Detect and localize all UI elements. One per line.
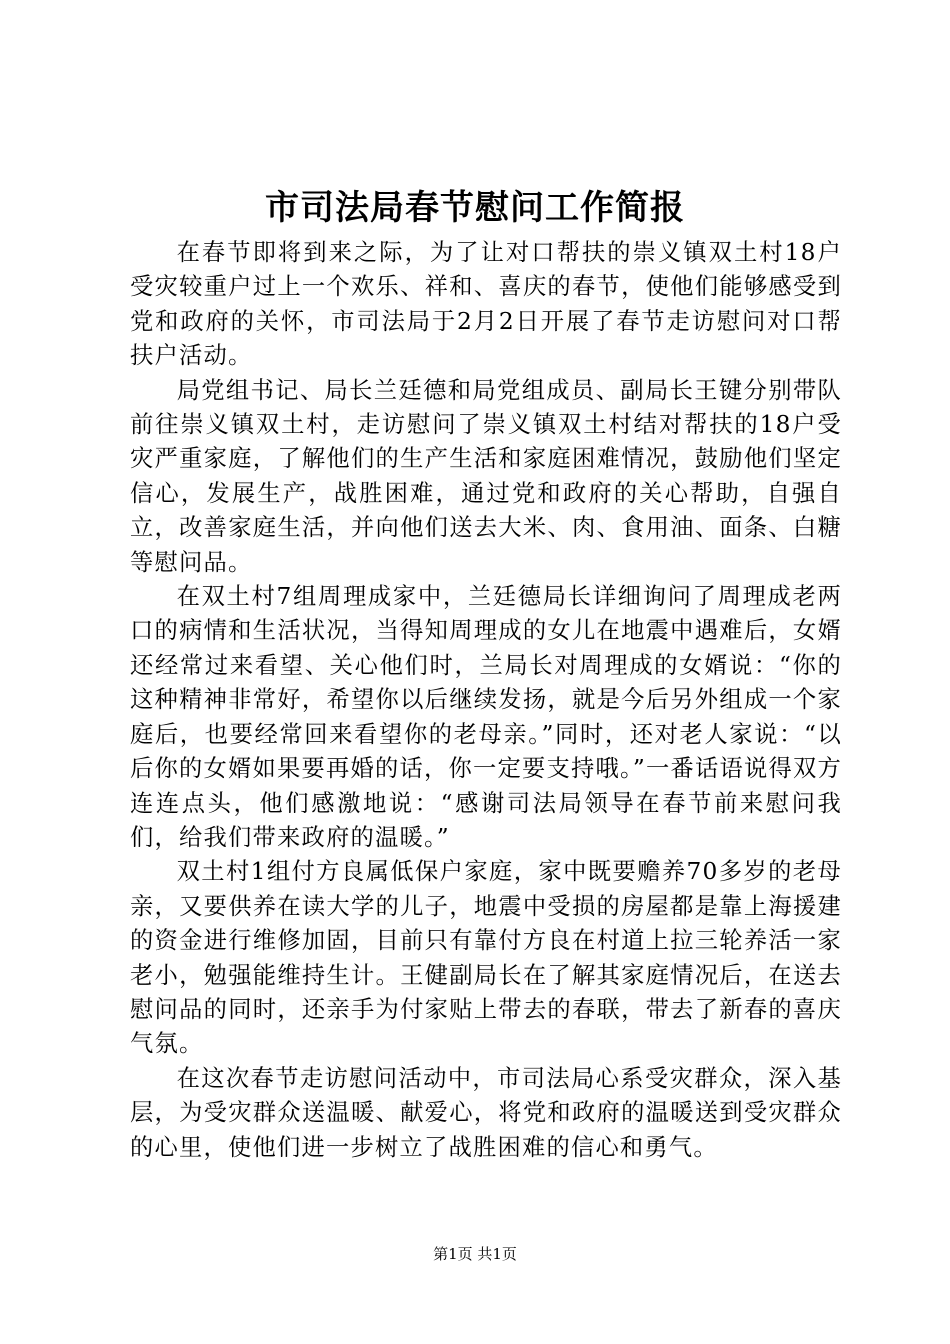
document-title: 市司法局春节慰问工作简报	[265, 188, 685, 228]
paragraph-2: 局党组书记、局长兰廷德和局党组成员、副局长王键分别带队前往崇义镇双土村，走访慰问了崇义镇双土村结对帮扶的18户受灾严重家庭，了解他们的生产生活和家庭困难情况，鼓励他们坚定信心，发展生产，战胜困难，通过党和政府的关心帮助，自强自立，改善家庭生活，并向他们送去大米、肉、食用油、面条、白糖等慰问品。	[130, 376, 842, 576]
paragraph-4: 双土村1组付方良属低保户家庭，家中既要赡养70多岁的老母亲，又要供养在读大学的儿子，地震中受损的房屋都是靠上海援建的资金进行维修加固，目前只有靠付方良在村道上拉三轮养活一家老小，勉强能维持生计。王健副局长在了解其家庭情况后，在送去慰问品的同时，还亲手为付家贴上带去的春联，带去了新春的喜庆气氛。	[130, 858, 842, 1058]
paragraph-3: 在双土村7组周理成家中，兰廷德局长详细询问了周理成老两口的病情和生活状况，当得知周理成的女儿在地震中遇难后，女婿还经常过来看望、关心他们时，兰局长对周理成的女婿说：“你的这种精神非常好，希望你以后继续发扬，就是今后另外组成一个家庭后，也要经常回来看望你的老母亲。”同时，还对老人家说：“以后你的女婿如果要再婚的话，你一定要支持哦。”一番话语说得双方连连点头，他们感激地说：“感谢司法局领导在春节前来慰问我们，给我们带来政府的温暖。”	[130, 583, 842, 851]
page-footer: 第1页 共1页	[433, 1245, 517, 1263]
paragraph-1: 在春节即将到来之际，为了让对口帮扶的崇义镇双土村18户受灾较重户过上一个欢乐、祥和、喜庆的春节，使他们能够感受到党和政府的关怀，市司法局于2月2日开展了春节走访慰问对口帮扶户活动。	[130, 239, 842, 370]
document-body	[130, 236, 842, 1165]
paragraph-5: 在这次春节走访慰问活动中，市司法局心系受灾群众，深入基层，为受灾群众送温暖、献爱心，将党和政府的温暖送到受灾群众的心里，使他们进一步树立了战胜困难的信心和勇气。	[130, 1064, 842, 1161]
